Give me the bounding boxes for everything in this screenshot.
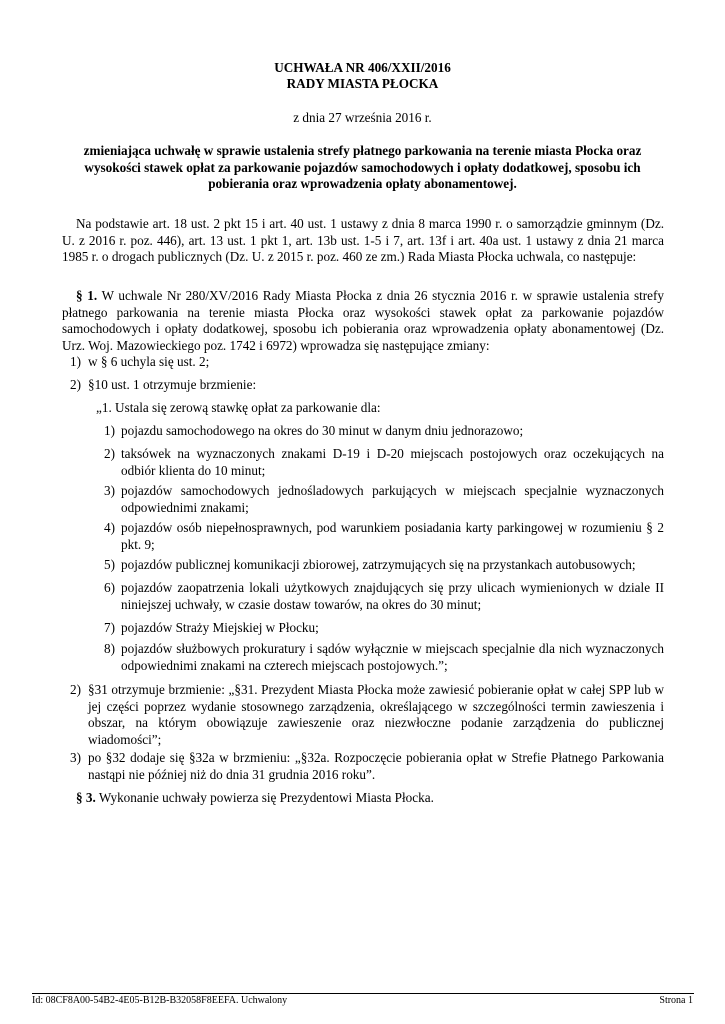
resolution-date: z dnia 27 września 2016 r. <box>293 110 432 125</box>
quote-item-text: pojazdów Straży Miejskiej w Płocku; <box>121 620 319 635</box>
document-id: Id: 08CF8A00-54B2-4E05-B12B-B32058F8EEFA. Uchwalony <box>32 995 288 1006</box>
section-3-text: Wykonanie uchwały powierza się Prezydentowi Miasta Płocka. <box>98 790 434 805</box>
change-text: §31 otrzymuje brzmienie: „§31. Prezydent Miasta Płocka może zawiesić pobieranie opłat w całej SPP lub w jej części poprzez wydanie stosownego zarządzenia, określającego w szczególności termin zawieszenia i obszar, na którym obowiązuje zawieszenie oraz niezwłoczne podanie zarządzenia do publicznej wiadomości”; <box>88 682 664 747</box>
change-number: 2) <box>70 682 81 697</box>
quote-item-number: 4) <box>104 520 115 535</box>
change-number: 3) <box>70 750 81 765</box>
quote-item-number: 7) <box>104 620 115 635</box>
council-name: RADY MIASTA PŁOCKA <box>286 76 439 91</box>
section-1-label: § 1. <box>76 288 98 303</box>
quote-item-text: pojazdów samochodowych jednośladowych parkujących w miejscach specjalnie wyznaczonych odpowiednimi znakami; <box>121 483 664 515</box>
quote-item-number: 5) <box>104 557 115 572</box>
quote-item-number: 1) <box>104 423 115 438</box>
section-1-text: W uchwale Nr 280/XV/2016 Rady Miasta Płocka z dnia 26 stycznia 2016 r. w sprawie ustalenia strefy płatnego parkowania na terenie miasta Płocka oraz wysokości stawek opłat za parkowanie pojazdów samochodowych i opłaty dodatkowej, sposobu ich pobierania oraz wprowadzenia opłaty abonamentowej (Dz. Urz. Woj. Mazowieckiego poz. 1742 i 6972) wprowadza się następujące zmiany: <box>62 288 664 353</box>
change-number: 2) <box>70 377 81 392</box>
quote-item-text: taksówek na wyznaczonych znakami D-19 i D-20 miejscach postojowych oraz oczekujących na odbiór klienta do 10 minut; <box>121 446 664 478</box>
quote-item-number: 2) <box>104 446 115 461</box>
section-3 <box>62 790 664 807</box>
quote-item-number: 8) <box>104 641 115 656</box>
page-number: Strona 1 <box>659 995 693 1006</box>
change-number: 1) <box>70 354 81 369</box>
preamble: Na podstawie art. 18 ust. 2 pkt 15 i art. 40 ust. 1 ustawy z dnia 8 marca 1990 r. o samorządzie gminnym (Dz. U. z 2016 r. poz. 446), art. 13 ust. 1 pkt 1, art. 13b ust. 1-5 i 7, art. 13f i art. 40a ust. 1 ustawy z dnia 21 marca 1985 r. o drogach publicznych (Dz. U. z 2015 r. poz. 460 ze zm.) Rada Miasta Płocka uchwala, co następuje: <box>62 216 664 264</box>
change-text: w § 6 uchyla się ust. 2; <box>88 354 210 369</box>
quote-item-number: 3) <box>104 483 115 498</box>
resolution-number: UCHWAŁA NR 406/XXII/2016 <box>274 60 451 75</box>
change-text: po §32 dodaje się §32a w brzmieniu: „§32a. Rozpoczęcie pobierania opłat w Strefie Płatnego Parkowania nastąpi nie później niż do dnia 31 grudnia 2016 roku”. <box>88 750 664 782</box>
change-text: §10 ust. 1 otrzymuje brzmienie: <box>88 377 257 392</box>
quote-item-text: pojazdów osób niepełnosprawnych, pod warunkiem posiadania karty parkingowej w rozumieniu § 2 pkt. 9; <box>121 520 664 552</box>
quote-item-text: pojazdów publicznej komunikacji zbiorowej, zatrzymujących się na przystankach autobusowych; <box>121 557 636 572</box>
resolution-subject: zmieniająca uchwałę w sprawie ustalenia strefy płatnego parkowania na terenie miasta Płocka oraz wysokości stawek opłat za parkowanie pojazdów samochodowych i opłaty dodatkowej, sposobu ich pobierania oraz wprowadzenia opłaty abonamentowej. <box>83 143 642 191</box>
quote-intro: „1. Ustala się zerową stawkę opłat za parkowanie dla: <box>96 400 381 415</box>
quote-item-text: pojazdu samochodowego na okres do 30 minut w danym dniu jednorazowo; <box>121 423 524 438</box>
quote-item-text: pojazdów zaopatrzenia lokali użytkowych znajdujących się przy ulicach wymienionych w dziale II niniejszej uchwały, w czasie dostaw towarów, na okres do 30 minut; <box>121 580 664 612</box>
quote-item-text: pojazdów służbowych prokuratury i sądów wyłącznie w miejscach specjalnie dla nich wyznaczonych odpowiednimi znakami na czterech miejscach postojowych.”; <box>121 641 664 673</box>
section-3-label: § 3. <box>76 790 96 805</box>
section-1 <box>62 288 664 354</box>
footer-divider <box>32 993 694 994</box>
quote-item-number: 6) <box>104 580 115 595</box>
